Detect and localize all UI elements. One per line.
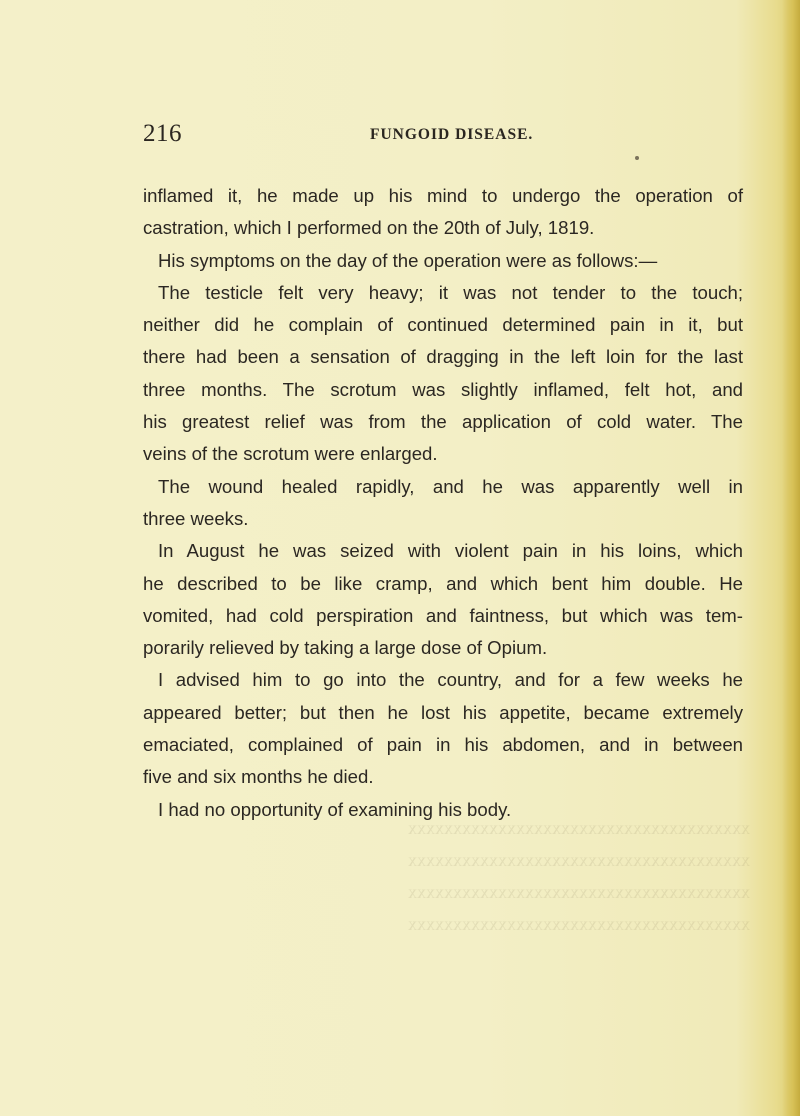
show-through: xxxxxxxxxxxxxxxxxxxxxxxxxxxxxxxxxxxxxx — [408, 914, 750, 934]
text-line: his greatest relief was from the application of cold water. The — [143, 411, 743, 433]
text-line: three weeks. — [143, 507, 249, 529]
page-number: 216 — [143, 120, 182, 147]
page-header — [143, 120, 743, 160]
text-line: veins of the scrotum were enlarged. — [143, 443, 438, 465]
page-edge — [782, 0, 800, 1116]
text-line: I advised him to go into the country, and for a few weeks he — [158, 669, 743, 691]
text-line: porarily relieved by taking a large dose of Opium. — [143, 637, 548, 659]
text-line: he described to be like cramp, and which bent him double. He — [143, 572, 743, 594]
text-line: five and six months he died. — [143, 766, 374, 788]
text-line: The testicle felt very heavy; it was not tender to the touch; — [158, 281, 743, 303]
text-line: emaciated, complained of pain in his abdomen, and in between — [143, 734, 743, 756]
text-line: I had no opportunity of examining his body. — [158, 798, 512, 820]
text-line: The wound healed rapidly, and he was apparently well in — [158, 475, 743, 497]
text-line: His symptoms on the day of the operation were as follows:— — [158, 249, 658, 271]
text-line: In August he was seized with violent pain in his loins, which — [158, 540, 743, 562]
text-line: castration, which I performed on the 20th of July, 1819. — [143, 217, 595, 239]
text-line: there had been a sensation of dragging in the left loin for the last — [143, 346, 743, 368]
show-through: xxxxxxxxxxxxxxxxxxxxxxxxxxxxxxxxxxxxxx — [408, 850, 750, 870]
text-line: appeared better; but then he lost his appetite, became extremely — [143, 701, 743, 723]
running-head: FUNGOID DISEASE. — [370, 126, 534, 143]
text-line: inflamed it, he made up his mind to undergo the operation of — [143, 185, 743, 206]
body-text — [143, 180, 743, 826]
text-line: neither did he complain of continued determined pain in it, but — [143, 314, 743, 336]
show-through: xxxxxxxxxxxxxxxxxxxxxxxxxxxxxxxxxxxxxx — [408, 882, 750, 902]
text-line: three months. The scrotum was slightly inflamed, felt hot, and — [143, 378, 743, 400]
text-line: vomited, had cold perspiration and faintness, but which was tem- — [143, 604, 743, 626]
show-through: xxxxxxxxxxxxxxxxxxxxxxxxxxxxxxxxxxxxxx — [408, 818, 750, 838]
ink-dot — [635, 156, 639, 160]
